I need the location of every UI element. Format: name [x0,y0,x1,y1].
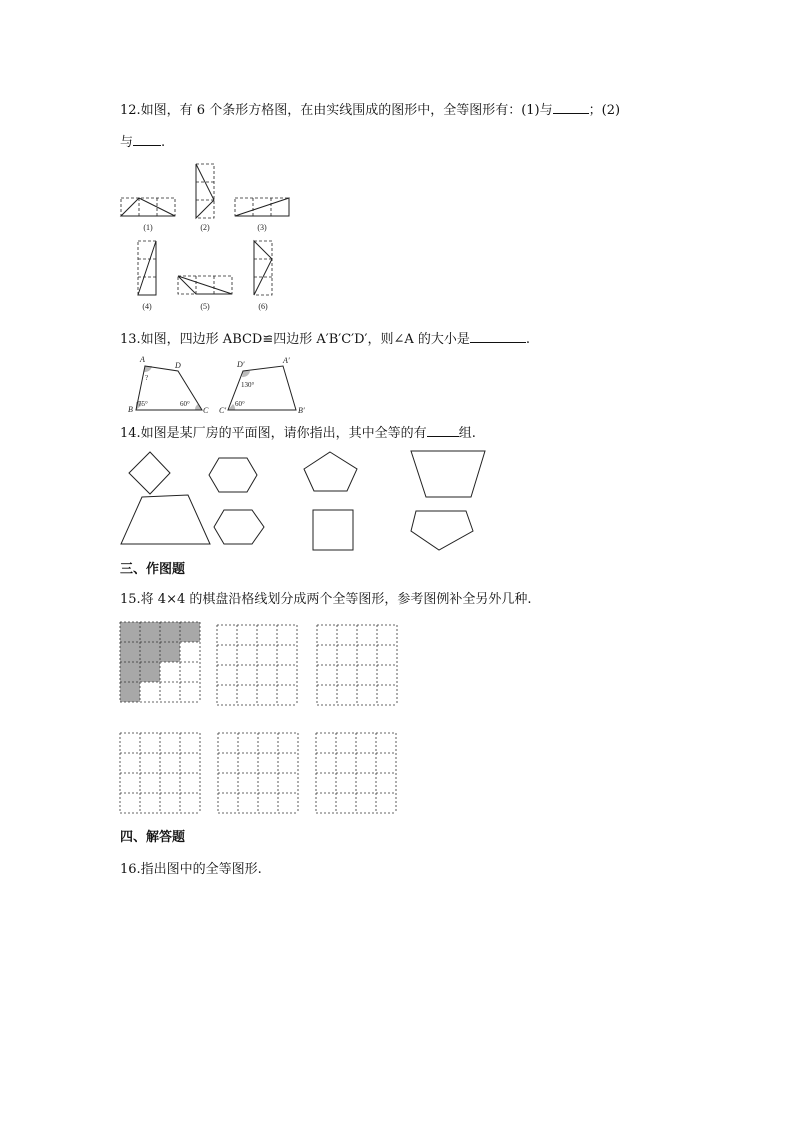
vertex-c: C [203,406,209,415]
q12-answer-blank-2[interactable] [133,133,161,146]
strip-figure-4 [138,241,156,295]
vertex-d: D [175,361,181,370]
vertex-a-prime: A′ [283,356,290,365]
q16-line: 16.指出图中的全等图形. [120,862,262,877]
q14-line [120,424,476,443]
q13-text-prefix: 13.如图，四边形 ABCD≌四边形 A′B′C′D′，则∠A 的大小是 [120,332,470,347]
strip-figure-6 [254,241,272,295]
shaded-cell [120,682,140,702]
strip-label-6: (6) [258,302,268,311]
angle-a-label: ? [145,374,149,382]
pentagon-top [304,452,357,491]
q14-answer-blank[interactable] [427,424,459,437]
vertex-c-prime: C′ [219,406,227,415]
shaded-cell [120,642,140,662]
angle-d-prime-label: 130° [241,381,255,389]
grid-4x4-2[interactable] [217,625,297,705]
strip-figure-5 [178,276,232,294]
strip-label-2: (2) [200,223,210,232]
section-4-heading: 四、解答题 [120,830,186,845]
vertex-b: B [128,405,133,414]
q12-answer-blank-1[interactable] [553,101,589,114]
q12-line2 [120,133,165,152]
strip-label-4: (4) [142,302,152,311]
q12-separator: ；(2) [588,103,621,118]
shaded-cell [180,622,200,642]
shaded-cell [120,662,140,682]
grid-4x4-5[interactable] [218,733,298,813]
q13-line [120,330,530,349]
q12-line1 [120,101,620,120]
shaded-cell [140,642,160,662]
shaded-cell [140,622,160,642]
q13-answer-blank[interactable] [470,330,526,343]
q12-line2-prefix: 与 [120,135,134,150]
section-3-heading: 三、作图题 [120,562,186,577]
grid-4x4-6[interactable] [316,733,396,813]
vertex-b-prime: B′ [298,406,305,415]
q15-grids [119,621,409,821]
hexagon-bottom [214,510,264,544]
shaded-cell [160,642,180,662]
vertex-d-prime: D′ [237,360,245,369]
strip-figure-1 [121,198,175,216]
angle-c-prime-label: 60° [235,400,245,408]
shaded-cell [140,662,160,682]
grid-4x4-3[interactable] [317,625,397,705]
shaded-cell [120,622,140,642]
trapezoid-right [411,451,485,497]
strip-figure-2 [196,164,214,218]
grid-4x4-4[interactable] [120,733,200,813]
angle-c-label: 60° [180,400,190,408]
q14-shapes [115,446,515,556]
q12-line2-end: . [161,135,166,150]
hexagon-top [209,458,257,492]
strip-label-1: (1) [143,223,153,232]
q12-strip-figures [115,160,315,320]
q13-text-end: . [525,332,531,347]
shaded-cell [160,622,180,642]
pentagon-bottom [411,511,473,550]
vertex-a: A [140,355,145,364]
square [313,510,353,550]
strip-label-3: (3) [257,223,267,232]
strip-figure-3 [235,198,289,216]
trapezoid-left [121,495,210,544]
q14-text-prefix: 14.如图是某厂房的平面图，请你指出，其中全等的有 [120,426,427,441]
q12-text-prefix: 12.如图，有 6 个条形方格图，在由实线围成的图形中，全等图形有：(1)与 [120,103,553,118]
rhombus-square [129,452,170,494]
q14-text-end: 组. [458,426,476,441]
q13-quadrilaterals [115,352,325,414]
strip-label-5: (5) [200,302,210,311]
q15-line: 15.将 4×4 的棋盘沿格线划分成两个全等图形，参考图例补全另外几种. [120,592,532,607]
angle-b-label: 75° [138,400,148,408]
